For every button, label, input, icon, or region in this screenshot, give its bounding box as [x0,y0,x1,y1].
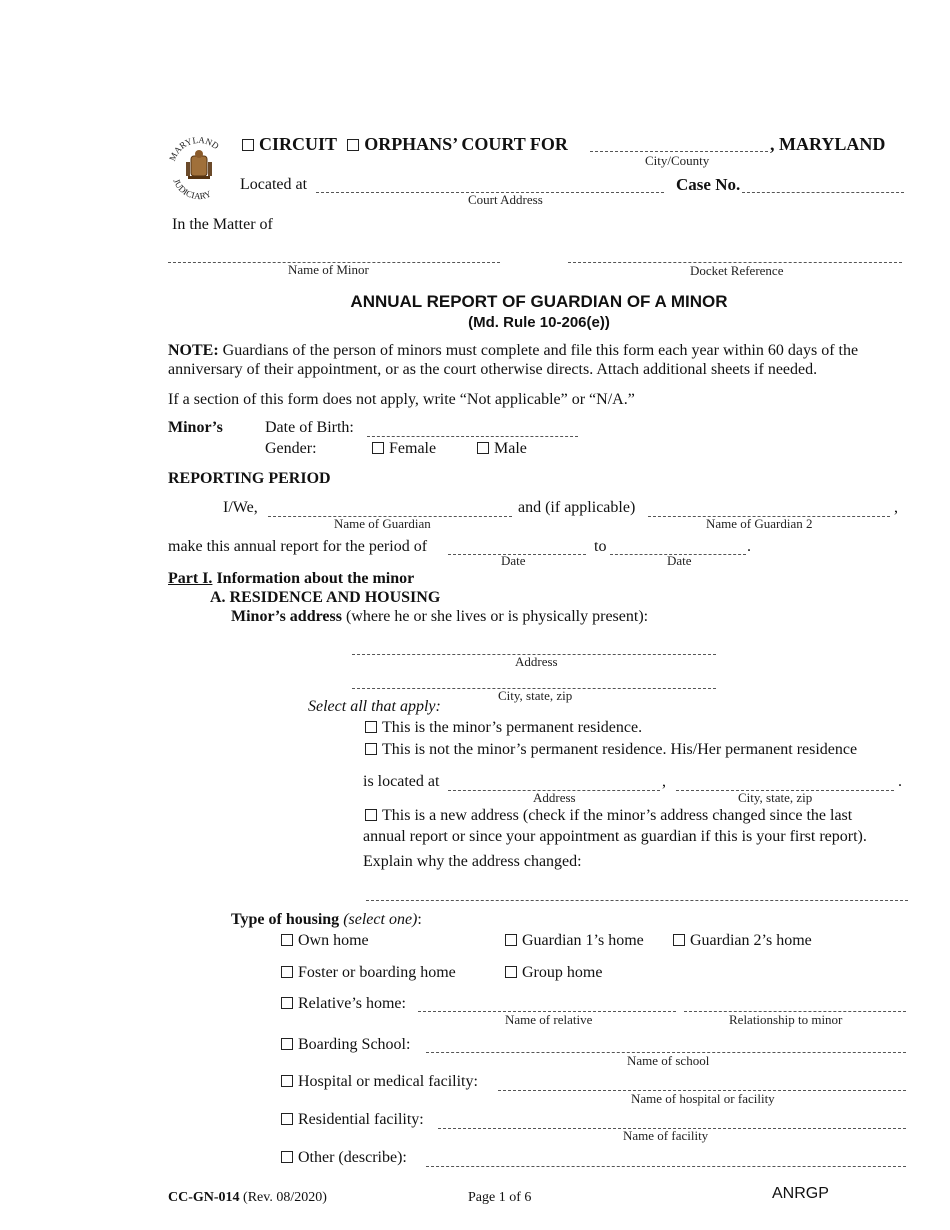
period-end-caption: Date [667,553,692,568]
not-permanent-option[interactable]: This is not the minor’s permanent residence. His/Her permanent residence [365,741,857,759]
located-at-text: is located at [363,773,440,790]
period-to: to [594,538,607,555]
minor-address-caption: Address [515,654,558,669]
docket-reference-caption: Docket Reference [690,263,784,278]
explain-field[interactable] [366,900,908,901]
female-checkbox[interactable] [372,442,384,454]
own-home-checkbox[interactable] [281,934,293,946]
note-line-1: NOTE: Guardians of the person of minors must complete and file this form each year within 60 days of the [168,342,859,359]
boarding-school-checkbox[interactable] [281,1038,293,1050]
relative-name-caption: Name of relative [505,1012,593,1027]
seal-emblem-icon [186,150,212,179]
residential-facility-checkbox[interactable] [281,1113,293,1125]
dob-field[interactable] [367,436,578,437]
relationship-caption: Relationship to minor [729,1012,843,1027]
iwe-label: I/We, [223,499,258,516]
not-permanent-checkbox[interactable] [365,743,377,755]
case-no-field[interactable] [742,192,904,193]
new-address-checkbox[interactable] [365,809,377,821]
permanent-period: . [898,773,902,790]
permanent-comma: , [662,773,666,790]
circuit-checkbox[interactable] [242,139,254,151]
group-home-checkbox[interactable] [505,966,517,978]
select-all-instruction: Select all that apply: [308,698,441,715]
guardian1-home-option[interactable]: Guardian 1’s home [505,932,644,950]
other-housing-checkbox[interactable] [281,1151,293,1163]
boarding-school-option[interactable]: Boarding School: [281,1036,410,1054]
housing-type-heading: Type of housing (select one): [231,911,422,928]
residential-facility-option[interactable]: Residential facility: [281,1111,424,1129]
city-county-field[interactable] [590,151,768,152]
name-of-minor-caption: Name of Minor [288,262,369,277]
guardian2-home-checkbox[interactable] [673,934,685,946]
orphans-checkbox[interactable] [347,139,359,151]
seal-text-top: MARYLAND [167,134,221,163]
hospital-checkbox[interactable] [281,1075,293,1087]
other-housing-field[interactable] [426,1166,906,1167]
guardian-comma: , [894,499,898,516]
note-line-2: anniversary of their appointment, or as the court otherwise directs. Attach additional sheets if needed. [168,361,818,378]
male-option[interactable]: Male [477,440,527,458]
section-a-heading: A. RESIDENCE AND HOUSING [210,589,441,606]
new-address-option[interactable]: This is a new address (check if the minor’s address changed since the last [365,807,852,825]
city-county-caption: City/County [645,153,710,168]
female-option[interactable]: Female [372,440,436,458]
form-rule: (Md. Rule 10-206(e)) [468,314,610,331]
circuit-label: CIRCUIT [259,134,337,154]
facility-name-caption: Name of facility [623,1128,709,1143]
dob-label: Date of Birth: [265,419,354,436]
hospital-name-caption: Name of hospital or facility [631,1091,775,1106]
form-code: ANRGP [772,1185,829,1202]
new-address-line2: annual report or since your appointment as guardian if this is your first report). [363,828,867,845]
case-no-label: Case No. [676,175,741,194]
svg-text:JUDICIARY [171,177,213,201]
permanent-city-caption: City, state, zip [738,790,813,805]
page-number: Page 1 of 6 [468,1190,532,1205]
court-selection-row [242,134,568,155]
own-home-option[interactable]: Own home [281,932,369,950]
period-text: make this annual report for the period of [168,538,428,555]
located-at-label: Located at [240,176,308,193]
gender-label: Gender: [265,440,317,457]
guardian-name-caption: Name of Guardian [334,516,431,531]
permanent-residence-checkbox[interactable] [365,721,377,733]
relative-home-option[interactable]: Relative’s home: [281,995,406,1013]
minor-city-caption: City, state, zip [498,688,573,703]
orphans-court-label: ORPHANS’ COURT FOR [364,134,568,154]
explain-label: Explain why the address changed: [363,853,582,870]
guardian2-home-option[interactable]: Guardian 2’s home [673,932,812,950]
reporting-period-heading: REPORTING PERIOD [168,470,331,487]
maryland-judiciary-seal [166,132,232,202]
group-home-option[interactable]: Group home [505,964,602,982]
permanent-residence-option[interactable]: This is the minor’s permanent residence. [365,719,642,737]
period-start-caption: Date [501,553,526,568]
na-instruction: If a section of this form does not apply, write “Not applicable” or “N/A.” [168,391,635,408]
seal-text-bottom: JUDICIARY [171,177,213,202]
male-checkbox[interactable] [477,442,489,454]
guardian1-home-checkbox[interactable] [505,934,517,946]
minor-address-instruction: Minor’s address (where he or she lives or is physically present): [231,608,649,625]
form-title: ANNUAL REPORT OF GUARDIAN OF A MINOR [350,292,728,311]
hospital-option[interactable]: Hospital or medical facility: [281,1073,478,1091]
school-name-caption: Name of school [627,1053,710,1068]
minor-label: Minor’s [168,419,223,436]
foster-home-option[interactable]: Foster or boarding home [281,964,456,982]
other-housing-option[interactable]: Other (describe): [281,1149,407,1167]
relative-home-checkbox[interactable] [281,997,293,1009]
maryland-label: , MARYLAND [770,134,886,154]
foster-home-checkbox[interactable] [281,966,293,978]
permanent-address-caption: Address [533,790,576,805]
guardian2-name-caption: Name of Guardian 2 [706,516,813,531]
and-if-applicable: and (if applicable) [518,499,636,516]
form-id: CC-GN-014 (Rev. 08/2020) [168,1190,327,1205]
in-the-matter-of: In the Matter of [172,216,273,233]
period-end-dot: . [747,538,751,555]
court-address-caption: Court Address [468,192,543,207]
part1-heading: Part I. Information about the minor [168,570,415,587]
